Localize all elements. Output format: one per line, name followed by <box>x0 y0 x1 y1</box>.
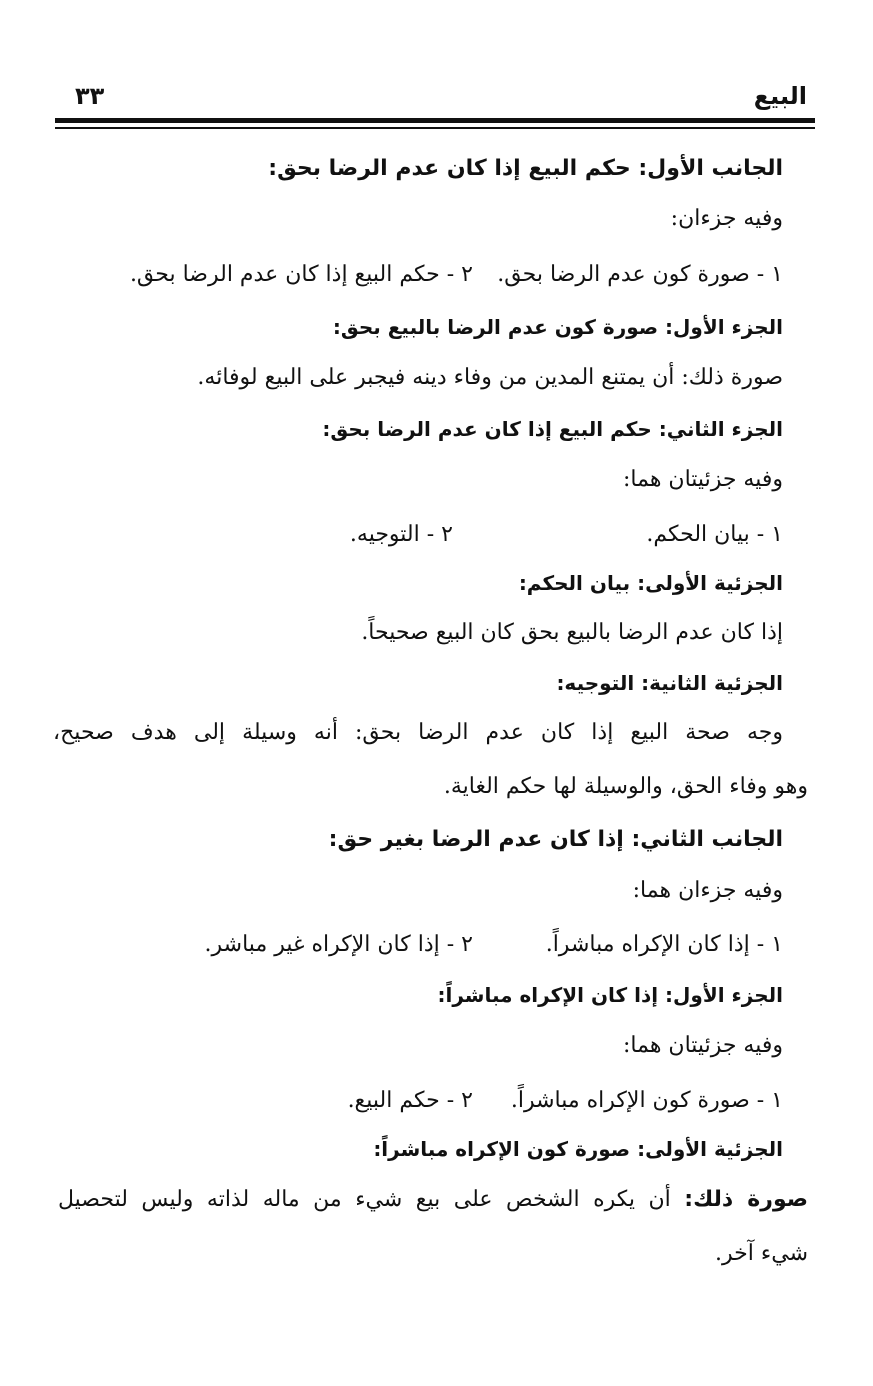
paragraph-line: وفيه جزئيتان هما: <box>623 1033 783 1058</box>
list-row <box>350 518 783 552</box>
list-item-1: ١ - صورة كون عدم الرضا بحق. <box>497 262 783 287</box>
list-item-2: ٢ - حكم البيع. <box>347 1088 473 1113</box>
list-row <box>130 258 783 292</box>
running-title: البيع <box>753 82 807 110</box>
paragraph-line: وجه صحة البيع إذا كان عدم الرضا بحق: أنه وسيلة إلى هدف صحيح، <box>53 720 783 745</box>
subsection-heading: الجزئية الأولى: بيان الحكم: <box>518 571 783 595</box>
subsection-heading: الجزء الثاني: حكم البيع إذا كان عدم الرضا بحق: <box>322 417 783 441</box>
paragraph-line: وفيه جزءان: <box>670 206 783 231</box>
list-item-2: ٢ - حكم البيع إذا كان عدم الرضا بحق. <box>129 262 473 287</box>
paragraph-line: إذا كان عدم الرضا بالبيع بحق كان البيع صحيحاً. <box>361 620 783 645</box>
header-rule-thin <box>55 127 815 129</box>
subsection-heading: الجزئية الثانية: التوجيه: <box>556 671 783 695</box>
page-header <box>55 78 815 118</box>
paragraph-line: وفيه جزءان هما: <box>632 878 783 903</box>
paragraph-line <box>58 1183 808 1217</box>
subsection-heading: الجزء الأول: صورة كون عدم الرضا بالبيع بحق: <box>332 315 783 339</box>
list-item-2: ٢ - التوجيه. <box>349 522 453 547</box>
paragraph-line: وهو وفاء الحق، والوسيلة لها حكم الغاية. <box>443 774 808 799</box>
section-heading-1: الجانب الأول: حكم البيع إذا كان عدم الرضا بحق: <box>268 156 783 181</box>
subsection-heading: الجزء الأول: إذا كان الإكراه مباشراً: <box>437 983 783 1007</box>
header-rule-thick <box>55 118 815 123</box>
subsection-heading: الجزئية الأولى: صورة كون الإكراه مباشراً: <box>373 1137 783 1161</box>
paragraph-line: صورة ذلك: أن يمتنع المدين من وفاء دينه فيجبر على البيع لوفائه. <box>197 365 783 390</box>
list-row <box>348 1084 783 1118</box>
paragraph-line: وفيه جزئيتان هما: <box>623 467 783 492</box>
page-number: ٣٣ <box>75 82 105 110</box>
paragraph-text: أن يكره الشخص على بيع شيء من ماله لذاته وليس لتحصيل <box>58 1187 671 1212</box>
lead-term: صورة ذلك: <box>684 1187 808 1212</box>
list-item-1: ١ - بيان الحكم. <box>646 522 783 547</box>
list-item-1: ١ - إذا كان الإكراه مباشراً. <box>545 932 783 957</box>
list-item-2: ٢ - إذا كان الإكراه غير مباشر. <box>204 932 473 957</box>
section-heading-2: الجانب الثاني: إذا كان عدم الرضا بغير حق: <box>328 827 783 852</box>
list-item-1: ١ - صورة كون الإكراه مباشراً. <box>510 1088 783 1113</box>
list-row <box>205 928 783 962</box>
paragraph-line: شيء آخر. <box>715 1241 808 1266</box>
